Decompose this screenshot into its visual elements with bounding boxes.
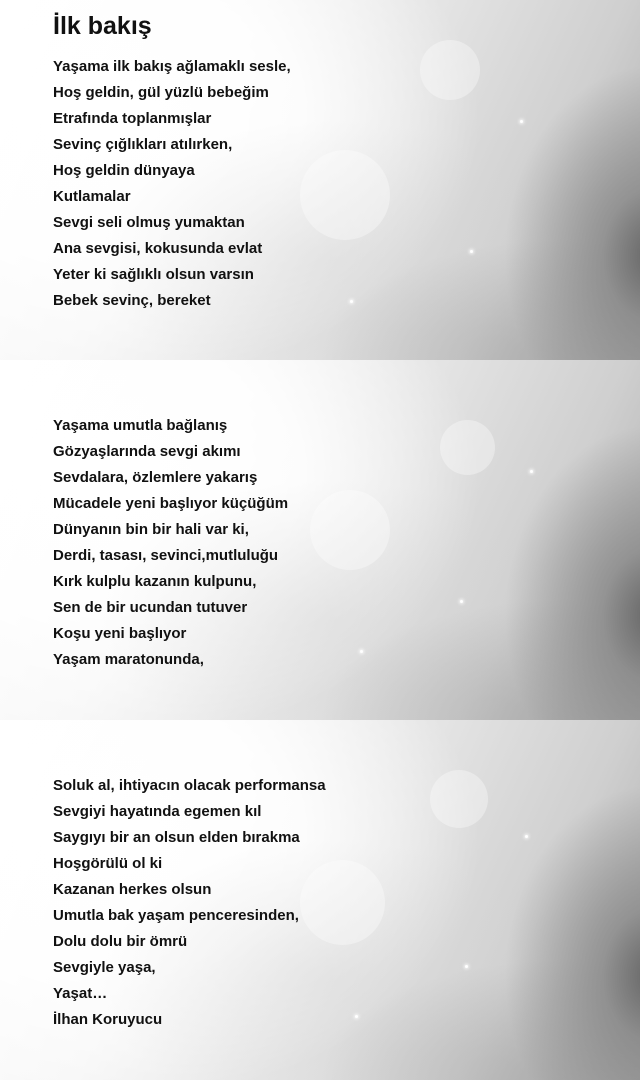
poem-line: Sevgiyle yaşa, <box>53 959 156 976</box>
poem-line: Derdi, tasası, sevinci,mutluluğu <box>53 547 279 564</box>
poem-line: Hoş geldin dünyaya <box>53 162 195 179</box>
poem-line: Mücadele yeni başlıyor küçüğüm <box>53 495 289 512</box>
poem-line: Saygıyı bir an olsun elden bırakma <box>53 829 300 846</box>
poem-line: Umutla bak yaşam penceresinden, <box>53 907 299 924</box>
sparkle-decoration <box>465 965 468 968</box>
sparkle-decoration <box>470 250 473 253</box>
poem-line: Etrafında toplanmışlar <box>53 110 212 127</box>
bokeh-decoration <box>300 150 390 240</box>
poem-line: Kırk kulplu kazanın kulpunu, <box>53 573 257 590</box>
poem-line: Bebek sevinç, bereket <box>53 292 211 309</box>
poem-line: Gözyaşlarında sevgi akımı <box>53 443 241 460</box>
poem-author: İlhan Koruyucu <box>53 1011 163 1028</box>
bokeh-decoration <box>440 420 495 475</box>
bokeh-decoration <box>420 40 480 100</box>
poem-line: Hoşgörülü ol ki <box>53 855 163 872</box>
sparkle-decoration <box>350 300 353 303</box>
poem-line: Ana sevgisi, kokusunda evlat <box>53 240 263 257</box>
poem-title: İlk bakış <box>53 12 152 40</box>
poem-line: Hoş geldin, gül yüzlü bebeğim <box>53 84 269 101</box>
poem-panel-3 <box>0 720 640 1080</box>
poem-line: Soluk al, ihtiyacın olacak performansa <box>53 777 326 794</box>
poem-line: Yaşama umutla bağlanış <box>53 417 228 434</box>
poem-stanza-3 <box>53 773 326 1033</box>
poem-panel-2 <box>0 360 640 720</box>
poem-line: Yeter ki sağlıklı olsun varsın <box>53 266 254 283</box>
poem-line: Yaşat… <box>53 985 108 1002</box>
sparkle-decoration <box>525 835 528 838</box>
poem-line: Yaşam maratonunda, <box>53 651 204 668</box>
poem-line: Sevgiyi hayatında egemen kıl <box>53 803 262 820</box>
poem-line: Sevinç çığlıkları atılırken, <box>53 136 233 153</box>
bokeh-decoration <box>430 770 488 828</box>
poem-line: Sevgi seli olmuş yumaktan <box>53 214 245 231</box>
sparkle-decoration <box>520 120 523 123</box>
poem-line: Sen de bir ucundan tutuver <box>53 599 248 616</box>
poem-line: Kazanan herkes olsun <box>53 881 212 898</box>
poem-line: Sevdalara, özlemlere yakarış <box>53 469 258 486</box>
poem-line: Kutlamalar <box>53 188 131 205</box>
poem-panel-1 <box>0 0 640 360</box>
poem-line: Koşu yeni başlıyor <box>53 625 187 642</box>
bokeh-decoration <box>310 490 390 570</box>
sparkle-decoration <box>355 1015 358 1018</box>
poem-stanza-1 <box>53 54 291 314</box>
sparkle-decoration <box>530 470 533 473</box>
sparkle-decoration <box>460 600 463 603</box>
poem-line: Dünyanın bin bir hali var ki, <box>53 521 249 538</box>
poem-line: Dolu dolu bir ömrü <box>53 933 188 950</box>
poem-line: Yaşama ilk bakış ağlamaklı sesle, <box>53 58 291 75</box>
poem-stanza-2 <box>53 413 288 673</box>
sparkle-decoration <box>360 650 363 653</box>
